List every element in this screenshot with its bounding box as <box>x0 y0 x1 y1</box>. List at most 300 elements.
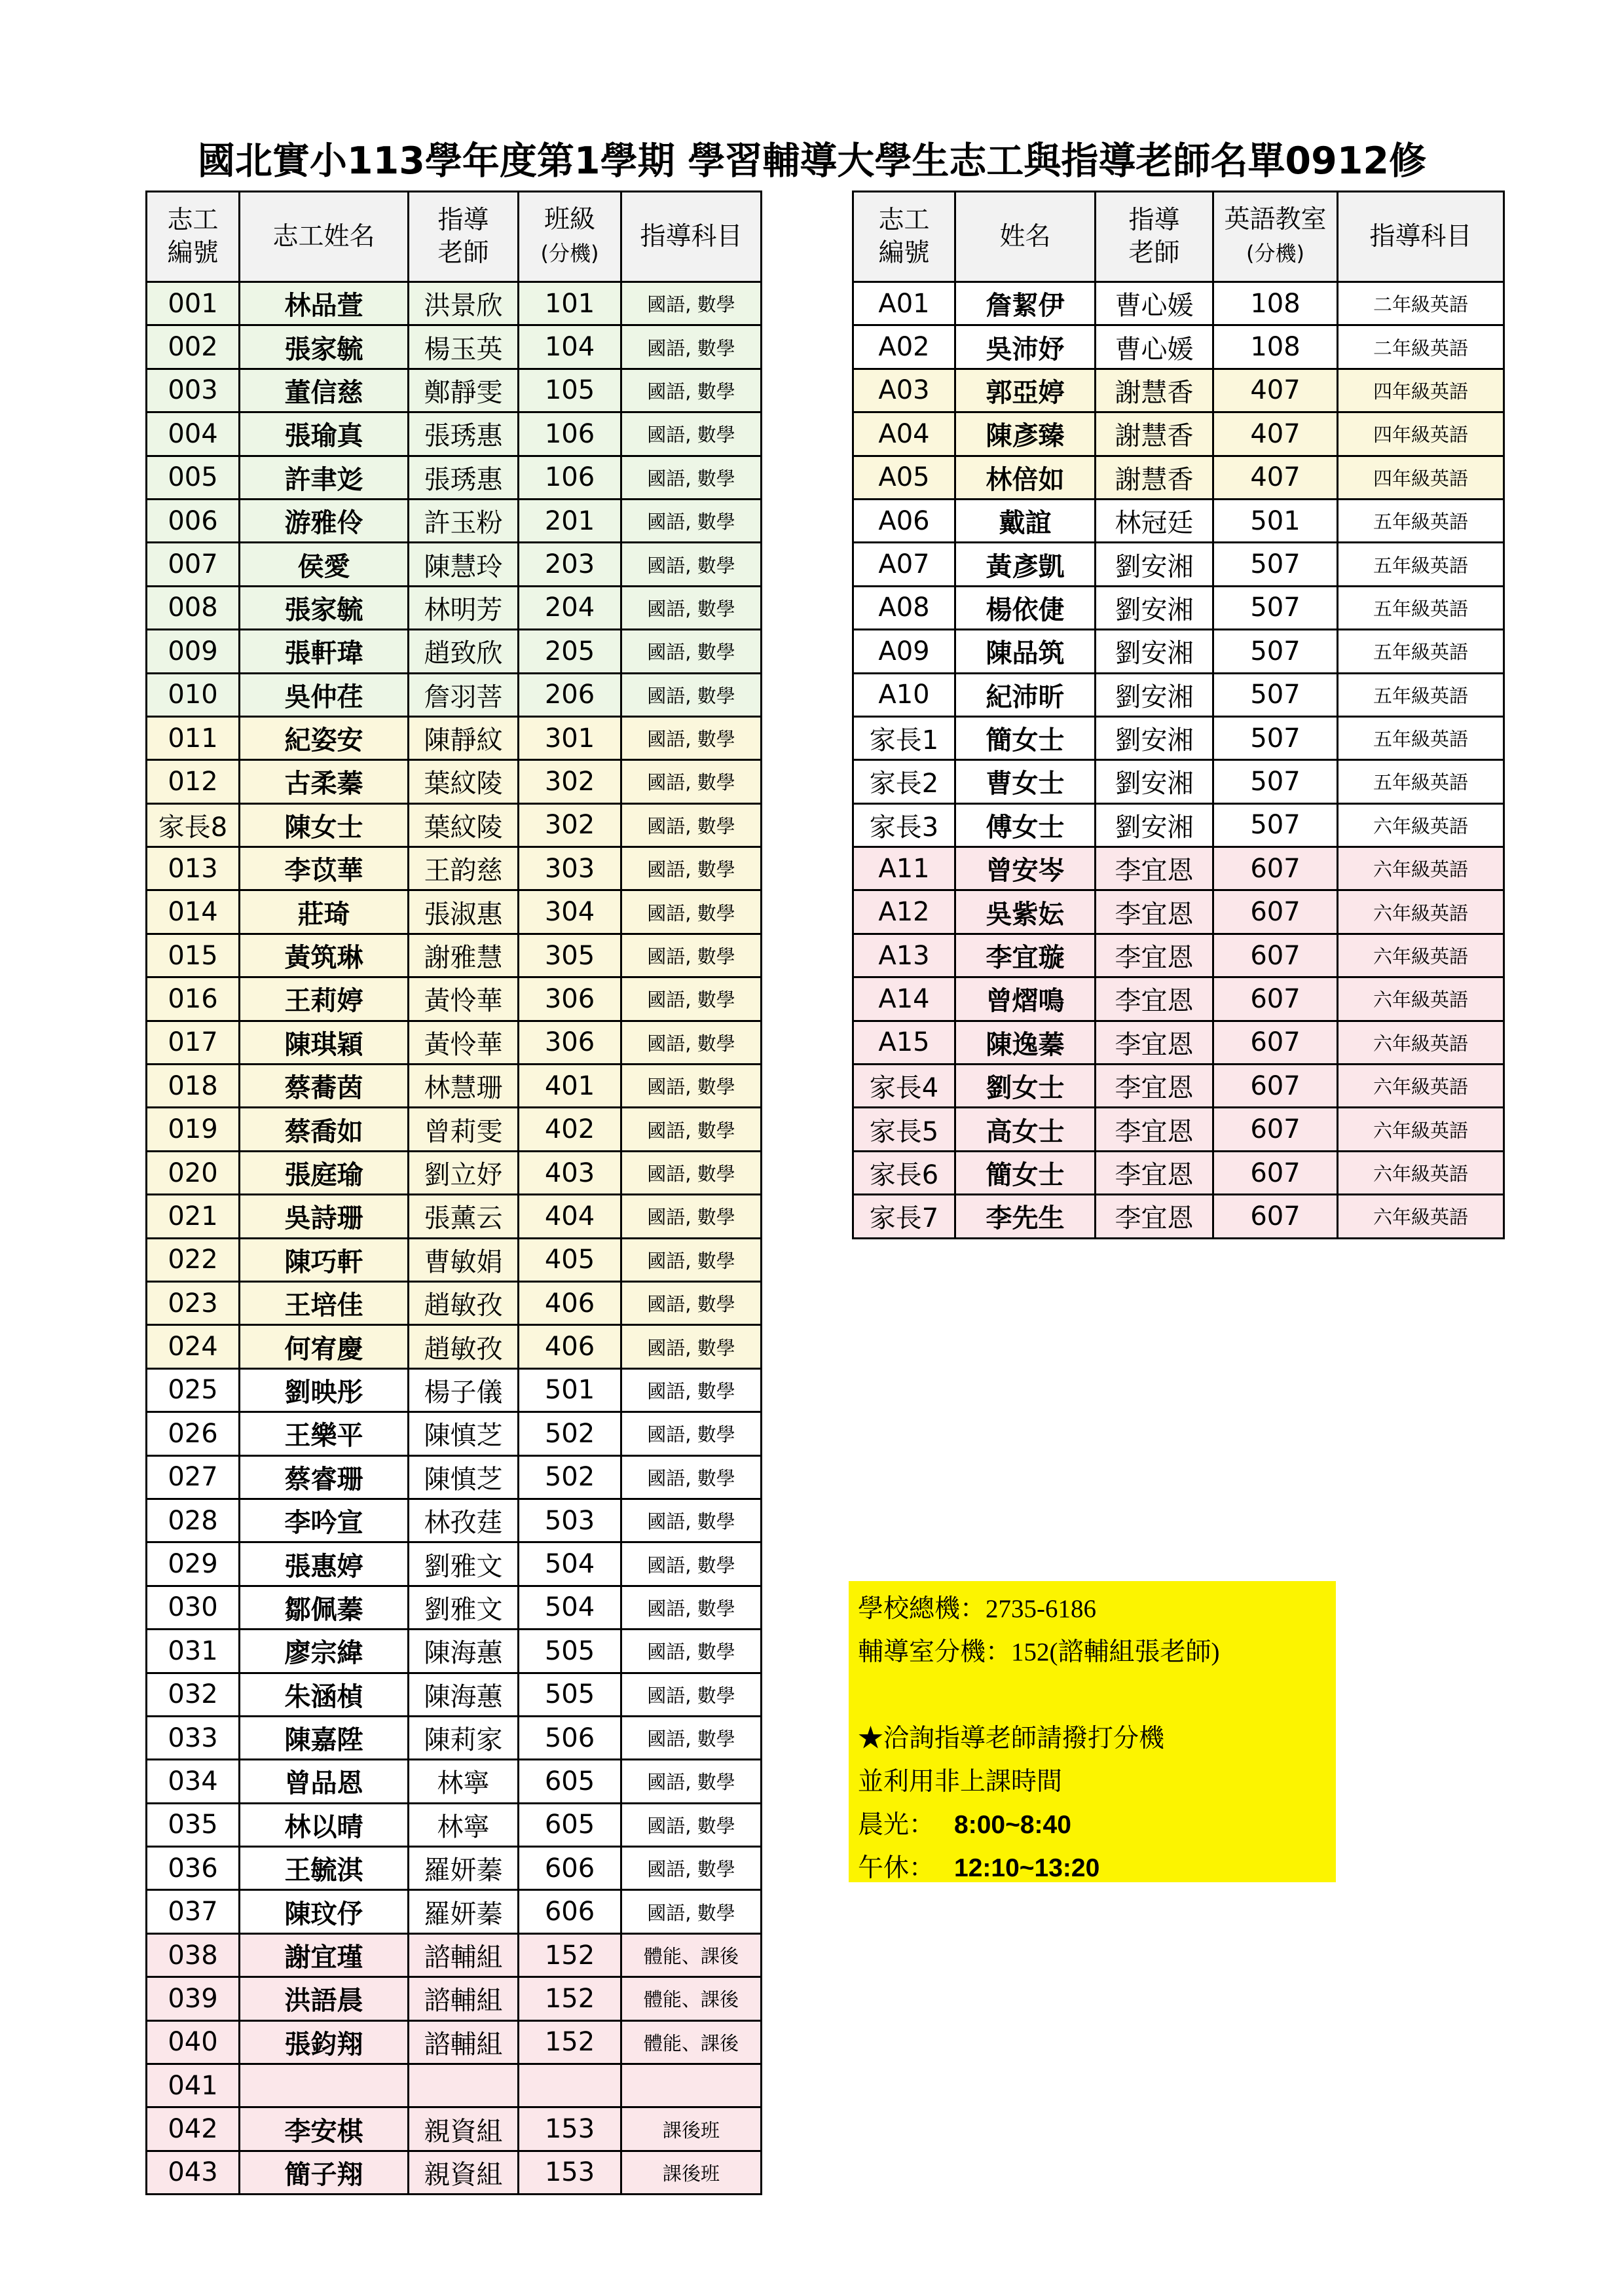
volunteer-id-cell: A08 <box>853 586 955 629</box>
teacher-cell: 曹敏娟 <box>409 1238 519 1281</box>
volunteer-id-cell: 041 <box>147 2064 240 2107</box>
table-row <box>147 1499 762 1542</box>
teacher-cell: 劉立妤 <box>409 1151 519 1194</box>
teacher-cell: 張淑惠 <box>409 890 519 934</box>
volunteer-id-cell: 040 <box>147 2020 240 2064</box>
table-row <box>147 586 762 629</box>
name-cell: 謝宜瑾 <box>240 1933 409 1977</box>
table-row <box>147 499 762 542</box>
teacher-cell: 洪景欣 <box>409 282 519 325</box>
class-cell: 152 <box>519 2020 621 2064</box>
name-cell: 傅女士 <box>955 803 1096 847</box>
subject-cell: 國語, 數學 <box>621 1630 762 1673</box>
teacher-cell: 楊玉英 <box>409 325 519 369</box>
name-cell: 吳仲荏 <box>240 673 409 716</box>
volunteer-id-cell: 020 <box>147 1151 240 1194</box>
subject-cell: 國語, 數學 <box>621 412 762 456</box>
teacher-cell: 黃怜華 <box>409 977 519 1021</box>
subject-cell: 國語, 數學 <box>621 847 762 890</box>
volunteer-id-cell: 家長4 <box>853 1065 955 1108</box>
name-cell: 詹絜伊 <box>955 282 1096 325</box>
subject-cell: 國語, 數學 <box>621 1238 762 1281</box>
table-row <box>147 1195 762 1238</box>
teacher-cell: 李宜恩 <box>1096 1065 1213 1108</box>
class-cell: 605 <box>519 1803 621 1846</box>
teacher-cell: 陳慎芝 <box>409 1412 519 1455</box>
teacher-cell: 陳靜紋 <box>409 716 519 759</box>
name-cell: 陳嘉陞 <box>240 1716 409 1759</box>
table-row <box>853 1195 1504 1238</box>
name-cell <box>240 2064 409 2107</box>
table-row <box>147 2107 762 2151</box>
volunteer-id-cell: 家長1 <box>853 716 955 759</box>
name-cell: 廖宗緯 <box>240 1630 409 1673</box>
header-class: 班級 (分機) <box>519 192 621 282</box>
table-row <box>853 1151 1504 1194</box>
table-row <box>147 1977 762 2020</box>
name-cell: 黃筑琳 <box>240 934 409 977</box>
table-row <box>147 2151 762 2194</box>
table-row <box>147 1630 762 1673</box>
subject-cell: 五年級英語 <box>1338 543 1504 586</box>
volunteer-id-cell: 005 <box>147 456 240 499</box>
class-cell: 503 <box>519 1499 621 1542</box>
subject-cell: 國語, 數學 <box>621 499 762 542</box>
name-cell: 林品萱 <box>240 282 409 325</box>
table-row <box>147 1368 762 1412</box>
subject-cell: 國語, 數學 <box>621 760 762 803</box>
volunteer-id-cell: 015 <box>147 934 240 977</box>
class-cell: 406 <box>519 1325 621 1368</box>
name-cell: 張瑜真 <box>240 412 409 456</box>
volunteer-id-cell: A12 <box>853 890 955 934</box>
class-cell: 303 <box>519 847 621 890</box>
name-cell: 陳巧軒 <box>240 1238 409 1281</box>
teacher-cell: 謝雅慧 <box>409 934 519 977</box>
subject-cell: 體能、課後 <box>621 1977 762 2020</box>
subject-cell: 六年級英語 <box>1338 1151 1504 1194</box>
volunteer-id-cell: 010 <box>147 673 240 716</box>
teacher-cell: 謝慧香 <box>1096 412 1213 456</box>
subject-cell: 五年級英語 <box>1338 760 1504 803</box>
name-cell: 曾安岑 <box>955 847 1096 890</box>
subject-cell <box>621 2064 762 2107</box>
table-row <box>147 1325 762 1368</box>
header-volunteer-id: 志工 編號 <box>147 192 240 282</box>
table-row <box>147 1716 762 1759</box>
table-row <box>853 325 1504 369</box>
name-cell: 陳逸蓁 <box>955 1021 1096 1064</box>
header-volunteer-name: 志工姓名 <box>240 192 409 282</box>
table-row <box>853 1108 1504 1151</box>
class-cell: 302 <box>519 803 621 847</box>
name-cell: 鄒佩蓁 <box>240 1586 409 1629</box>
counseling-extension: 輔導室分機：152(諮輔組張老師) <box>858 1638 1220 1666</box>
volunteer-id-cell: 039 <box>147 1977 240 2020</box>
teacher-cell: 曹心媛 <box>1096 282 1213 325</box>
name-cell: 李安棋 <box>240 2107 409 2151</box>
volunteer-id-cell: 043 <box>147 2151 240 2194</box>
subject-cell: 四年級英語 <box>1338 412 1504 456</box>
subject-cell: 國語, 數學 <box>621 890 762 934</box>
teacher-cell: 劉安湘 <box>1096 673 1213 716</box>
table-row <box>853 369 1504 412</box>
table-row <box>147 1281 762 1324</box>
volunteer-id-cell: 033 <box>147 1716 240 1759</box>
volunteer-id-cell: A03 <box>853 369 955 412</box>
name-cell: 張家毓 <box>240 325 409 369</box>
class-cell: 108 <box>1213 325 1338 369</box>
volunteer-id-cell: 014 <box>147 890 240 934</box>
subject-cell: 課後班 <box>621 2107 762 2151</box>
name-cell: 陳琪穎 <box>240 1021 409 1064</box>
volunteer-id-cell: A04 <box>853 412 955 456</box>
name-cell: 王毓淇 <box>240 1847 409 1890</box>
subject-cell: 國語, 數學 <box>621 1499 762 1542</box>
teacher-cell: 劉安湘 <box>1096 760 1213 803</box>
morning-time-row: 晨光： 8:00~8:40 <box>858 1804 1336 1847</box>
table-row <box>147 847 762 890</box>
table-row <box>853 673 1504 716</box>
class-cell: 301 <box>519 716 621 759</box>
subject-cell: 六年級英語 <box>1338 977 1504 1021</box>
class-cell: 507 <box>1213 586 1338 629</box>
subject-cell: 六年級英語 <box>1338 1065 1504 1108</box>
subject-cell: 課後班 <box>621 2151 762 2194</box>
subject-cell: 六年級英語 <box>1338 1108 1504 1151</box>
volunteer-id-cell: 037 <box>147 1890 240 1933</box>
name-cell: 簡女士 <box>955 1151 1096 1194</box>
name-cell: 洪語晨 <box>240 1977 409 2020</box>
class-cell: 607 <box>1213 934 1338 977</box>
contact-note: ★洽詢指導老師請撥打分機 <box>858 1724 1165 1753</box>
class-cell: 407 <box>1213 369 1338 412</box>
subject-cell: 國語, 數學 <box>621 456 762 499</box>
volunteer-id-cell: 008 <box>147 586 240 629</box>
morning-time: 8:00~8:40 <box>954 1811 1071 1839</box>
volunteer-table <box>145 191 762 2195</box>
subject-cell: 六年級英語 <box>1338 890 1504 934</box>
teacher-cell: 趙致欣 <box>409 630 519 673</box>
class-cell: 605 <box>519 1760 621 1803</box>
volunteer-id-cell: 030 <box>147 1586 240 1629</box>
class-cell: 507 <box>1213 630 1338 673</box>
class-cell: 606 <box>519 1890 621 1933</box>
table-row <box>147 1760 762 1803</box>
volunteer-id-cell: A07 <box>853 543 955 586</box>
name-cell: 李先生 <box>955 1195 1096 1238</box>
subject-cell: 國語, 數學 <box>621 716 762 759</box>
subject-cell: 國語, 數學 <box>621 586 762 629</box>
name-cell: 曹女士 <box>955 760 1096 803</box>
teacher-cell: 陳莉家 <box>409 1716 519 1759</box>
table-row <box>147 1847 762 1890</box>
table-row <box>853 456 1504 499</box>
volunteer-id-cell: 003 <box>147 369 240 412</box>
class-cell: 152 <box>519 1933 621 1977</box>
name-cell: 李吟宣 <box>240 1499 409 1542</box>
name-cell: 許聿彣 <box>240 456 409 499</box>
teacher-cell: 謝慧香 <box>1096 456 1213 499</box>
class-cell: 607 <box>1213 890 1338 934</box>
name-cell: 戴誼 <box>955 499 1096 542</box>
volunteer-id-cell: 家長6 <box>853 1151 955 1194</box>
name-cell: 楊依倢 <box>955 586 1096 629</box>
header-english-room: 英語教室 (分機) <box>1213 192 1338 282</box>
table-row <box>147 456 762 499</box>
teacher-cell: 李宜恩 <box>1096 847 1213 890</box>
volunteer-id-cell: A13 <box>853 934 955 977</box>
table-row <box>147 977 762 1021</box>
volunteer-id-cell: 012 <box>147 760 240 803</box>
subject-cell: 二年級英語 <box>1338 282 1504 325</box>
table-row <box>147 1933 762 1977</box>
table-row <box>147 673 762 716</box>
teacher-cell: 陳海蕙 <box>409 1630 519 1673</box>
class-cell: 204 <box>519 586 621 629</box>
name-cell: 蔡睿珊 <box>240 1455 409 1499</box>
table-row <box>147 1021 762 1064</box>
table-row <box>853 543 1504 586</box>
teacher-cell: 楊子儀 <box>409 1368 519 1412</box>
volunteer-id-cell: 022 <box>147 1238 240 1281</box>
volunteer-id-cell: 032 <box>147 1673 240 1716</box>
teacher-cell: 張琇惠 <box>409 456 519 499</box>
name-cell: 曾熠鳴 <box>955 977 1096 1021</box>
volunteer-id-cell: 家長7 <box>853 1195 955 1238</box>
volunteer-id-cell: 029 <box>147 1542 240 1586</box>
class-cell: 106 <box>519 456 621 499</box>
subject-cell: 國語, 數學 <box>621 1325 762 1368</box>
class-cell: 153 <box>519 2151 621 2194</box>
class-cell: 502 <box>519 1412 621 1455</box>
volunteer-id-cell: 004 <box>147 412 240 456</box>
header-subject: 指導科目 <box>1338 192 1504 282</box>
subject-cell: 國語, 數學 <box>621 1542 762 1586</box>
teacher-cell: 李宜恩 <box>1096 1151 1213 1194</box>
table-row <box>147 1455 762 1499</box>
volunteer-id-cell: 024 <box>147 1325 240 1368</box>
name-cell: 吳紫妘 <box>955 890 1096 934</box>
table-row <box>853 630 1504 673</box>
name-cell: 黃彥凱 <box>955 543 1096 586</box>
volunteer-id-cell: 038 <box>147 1933 240 1977</box>
teacher-cell: 趙敏孜 <box>409 1281 519 1324</box>
subject-cell: 五年級英語 <box>1338 673 1504 716</box>
table-row <box>147 890 762 934</box>
volunteer-id-cell: 家長8 <box>147 803 240 847</box>
contact-note-2: 並利用非上課時間 <box>858 1768 1063 1796</box>
volunteer-id-cell: A11 <box>853 847 955 890</box>
class-cell: 306 <box>519 1021 621 1064</box>
subject-cell: 國語, 數學 <box>621 803 762 847</box>
teacher-cell: 諮輔組 <box>409 1933 519 1977</box>
subject-cell: 六年級英語 <box>1338 934 1504 977</box>
class-cell: 507 <box>1213 673 1338 716</box>
teacher-cell: 李宜恩 <box>1096 1021 1213 1064</box>
class-cell: 404 <box>519 1195 621 1238</box>
name-cell: 劉女士 <box>955 1065 1096 1108</box>
class-cell: 106 <box>519 412 621 456</box>
volunteer-id-cell: 019 <box>147 1108 240 1151</box>
subject-cell: 國語, 數學 <box>621 977 762 1021</box>
subject-cell: 國語, 數學 <box>621 1586 762 1629</box>
teacher-cell: 李宜恩 <box>1096 934 1213 977</box>
volunteer-id-cell: 036 <box>147 1847 240 1890</box>
teacher-cell: 許玉粉 <box>409 499 519 542</box>
teacher-cell: 葉紋陵 <box>409 803 519 847</box>
table-row <box>147 412 762 456</box>
name-cell: 王莉婷 <box>240 977 409 1021</box>
subject-cell: 國語, 數學 <box>621 1151 762 1194</box>
subject-cell: 國語, 數學 <box>621 1847 762 1890</box>
class-cell: 607 <box>1213 1108 1338 1151</box>
volunteer-id-cell: 家長3 <box>853 803 955 847</box>
volunteer-id-cell: 016 <box>147 977 240 1021</box>
class-cell: 505 <box>519 1673 621 1716</box>
table-row <box>147 282 762 325</box>
table-row <box>147 1065 762 1108</box>
teacher-cell: 陳慎芝 <box>409 1455 519 1499</box>
name-cell: 蔡喬如 <box>240 1108 409 1151</box>
table-row <box>853 977 1504 1021</box>
noon-time: 12:10~13:20 <box>954 1854 1100 1882</box>
header-subject: 指導科目 <box>621 192 762 282</box>
teacher-cell: 林明芳 <box>409 586 519 629</box>
volunteer-id-cell: A05 <box>853 456 955 499</box>
name-cell: 陳玟伃 <box>240 1890 409 1933</box>
class-cell: 507 <box>1213 760 1338 803</box>
volunteer-id-cell: 042 <box>147 2107 240 2151</box>
subject-cell: 六年級英語 <box>1338 1195 1504 1238</box>
teacher-cell: 親資組 <box>409 2151 519 2194</box>
table-row <box>147 1803 762 1846</box>
subject-cell: 國語, 數學 <box>621 543 762 586</box>
volunteer-id-cell: 001 <box>147 282 240 325</box>
table-row <box>147 2064 762 2107</box>
name-cell: 李宜璇 <box>955 934 1096 977</box>
class-cell: 501 <box>1213 499 1338 542</box>
name-cell: 侯愛 <box>240 543 409 586</box>
table-row <box>853 1021 1504 1064</box>
name-cell: 古柔蓁 <box>240 760 409 803</box>
name-cell: 王樂平 <box>240 1412 409 1455</box>
class-cell: 607 <box>1213 847 1338 890</box>
teacher-cell: 劉安湘 <box>1096 586 1213 629</box>
class-cell: 406 <box>519 1281 621 1324</box>
class-cell: 607 <box>1213 1151 1338 1194</box>
table-row <box>147 1673 762 1716</box>
teacher-cell: 葉紋陵 <box>409 760 519 803</box>
name-cell: 高女士 <box>955 1108 1096 1151</box>
subject-cell: 體能、課後 <box>621 1933 762 1977</box>
page-title: 國北實小113學年度第1學期 學習輔導大學生志工與指導老師名單0912修 <box>197 139 1427 183</box>
teacher-cell: 李宜恩 <box>1096 1195 1213 1238</box>
header-teacher: 指導 老師 <box>1096 192 1213 282</box>
table-row <box>853 586 1504 629</box>
volunteer-id-cell: 026 <box>147 1412 240 1455</box>
volunteer-id-cell: 028 <box>147 1499 240 1542</box>
header-name: 姓名 <box>955 192 1096 282</box>
subject-cell: 國語, 數學 <box>621 282 762 325</box>
name-cell: 簡子翔 <box>240 2151 409 2194</box>
table-row <box>147 760 762 803</box>
class-cell: 607 <box>1213 1195 1338 1238</box>
subject-cell: 國語, 數學 <box>621 1412 762 1455</box>
class-cell: 507 <box>1213 543 1338 586</box>
teacher-cell: 林寧 <box>409 1760 519 1803</box>
subject-cell: 國語, 數學 <box>621 1108 762 1151</box>
subject-cell: 國語, 數學 <box>621 1021 762 1064</box>
table-header-row <box>853 192 1504 282</box>
volunteer-id-cell: 034 <box>147 1760 240 1803</box>
subject-cell: 二年級英語 <box>1338 325 1504 369</box>
contact-info-box <box>849 1581 1336 1882</box>
teacher-cell: 林孜莛 <box>409 1499 519 1542</box>
subject-cell: 國語, 數學 <box>621 1065 762 1108</box>
english-volunteer-table <box>852 191 1505 1239</box>
name-cell: 劉映彤 <box>240 1368 409 1412</box>
volunteer-id-cell: 031 <box>147 1630 240 1673</box>
subject-cell: 四年級英語 <box>1338 456 1504 499</box>
table-row <box>147 716 762 759</box>
teacher-cell: 曹心媛 <box>1096 325 1213 369</box>
subject-cell: 國語, 數學 <box>621 1716 762 1759</box>
class-cell: 201 <box>519 499 621 542</box>
table-row <box>147 1890 762 1933</box>
volunteer-id-cell: 011 <box>147 716 240 759</box>
teacher-cell: 諮輔組 <box>409 1977 519 2020</box>
class-cell: 105 <box>519 369 621 412</box>
subject-cell: 四年級英語 <box>1338 369 1504 412</box>
name-cell: 紀姿安 <box>240 716 409 759</box>
subject-cell: 國語, 數學 <box>621 1368 762 1412</box>
volunteer-id-cell: 027 <box>147 1455 240 1499</box>
teacher-cell: 李宜恩 <box>1096 977 1213 1021</box>
table-row <box>853 760 1504 803</box>
class-cell: 607 <box>1213 977 1338 1021</box>
table-row <box>147 630 762 673</box>
name-cell: 張軒瑋 <box>240 630 409 673</box>
class-cell: 607 <box>1213 1021 1338 1064</box>
name-cell: 曾品恩 <box>240 1760 409 1803</box>
volunteer-id-cell: 013 <box>147 847 240 890</box>
table-row <box>853 499 1504 542</box>
name-cell: 董信慈 <box>240 369 409 412</box>
class-cell: 505 <box>519 1630 621 1673</box>
name-cell: 李苡華 <box>240 847 409 890</box>
class-cell: 405 <box>519 1238 621 1281</box>
subject-cell: 國語, 數學 <box>621 630 762 673</box>
class-cell: 502 <box>519 1455 621 1499</box>
class-cell: 402 <box>519 1108 621 1151</box>
name-cell: 張鈞翔 <box>240 2020 409 2064</box>
table-row <box>147 369 762 412</box>
volunteer-id-cell: 002 <box>147 325 240 369</box>
teacher-cell: 劉安湘 <box>1096 543 1213 586</box>
volunteer-id-cell: A06 <box>853 499 955 542</box>
volunteer-id-cell: A09 <box>853 630 955 673</box>
subject-cell: 國語, 數學 <box>621 1760 762 1803</box>
teacher-cell: 林冠廷 <box>1096 499 1213 542</box>
volunteer-id-cell: 018 <box>147 1065 240 1108</box>
volunteer-id-cell: A10 <box>853 673 955 716</box>
name-cell: 張家毓 <box>240 586 409 629</box>
class-cell: 305 <box>519 934 621 977</box>
subject-cell: 五年級英語 <box>1338 630 1504 673</box>
subject-cell: 五年級英語 <box>1338 499 1504 542</box>
table-row <box>853 803 1504 847</box>
